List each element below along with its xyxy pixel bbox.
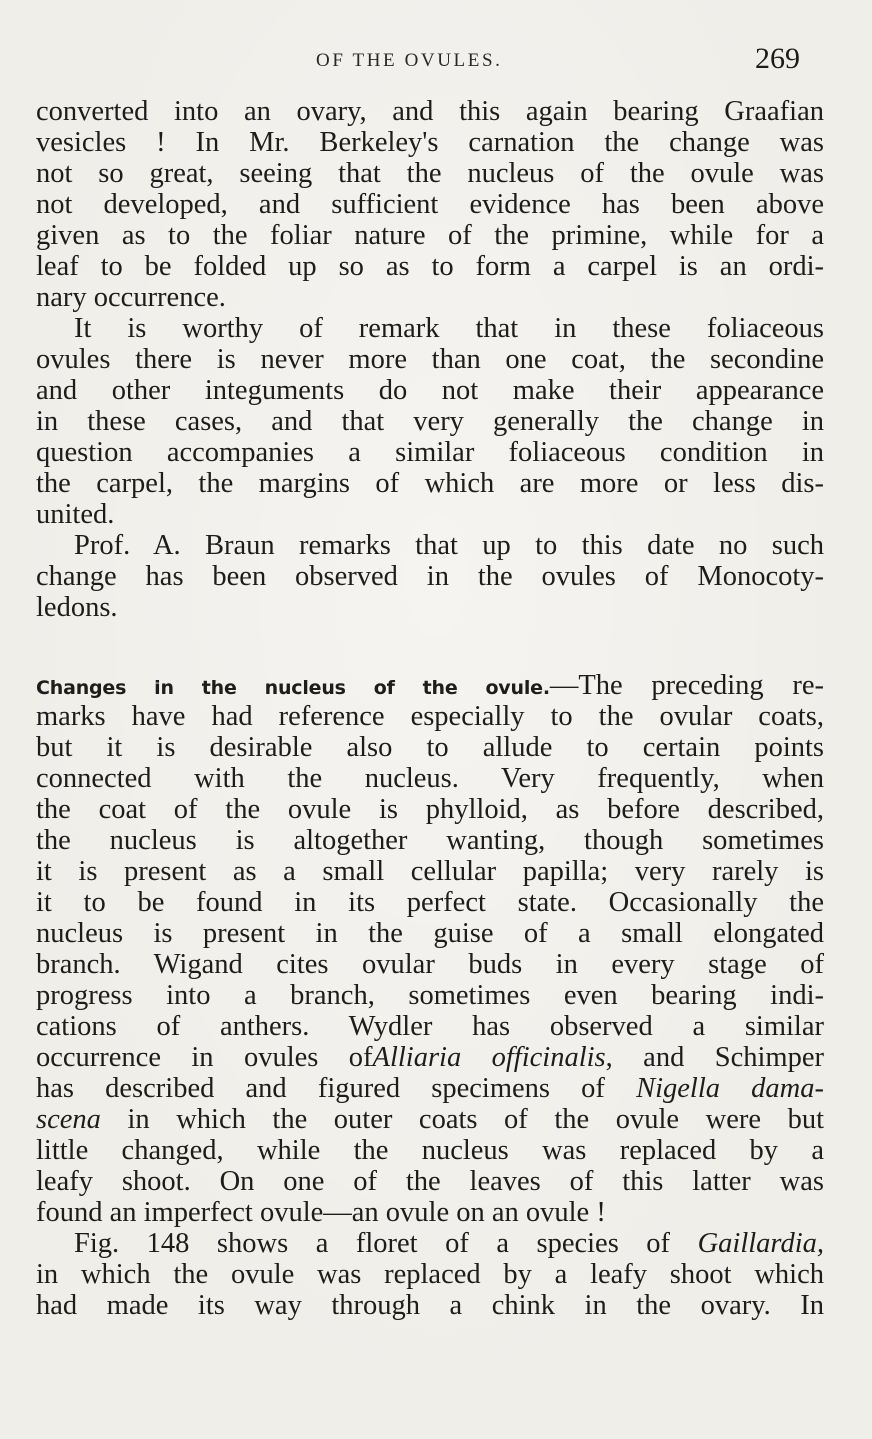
text-line: had made its way through a chink in the ovary. In	[36, 1290, 824, 1321]
text-line: nary occurrence.	[36, 282, 226, 313]
text-line	[36, 1104, 824, 1135]
text-fragment: in which the outer coats of the ovule were but	[100, 1104, 824, 1135]
text-fragment: occurrence in ovules of	[36, 1042, 373, 1073]
running-head	[0, 42, 872, 82]
text-line	[36, 670, 824, 701]
species-name: Nigella dama-	[636, 1073, 824, 1104]
section-heading: Changes in the nucleus of the ovule.	[36, 677, 550, 699]
running-title: OF THE OVULES.	[316, 50, 503, 71]
species-name: Alliaria officinalis	[372, 1042, 606, 1073]
text-line: ledons.	[36, 592, 118, 623]
text-line: nucleus is present in the guise of a small elongated	[36, 918, 824, 949]
text-fragment: , and Schimper	[605, 1042, 824, 1073]
text-fragment: Fig. 148 shows a floret of a species of	[74, 1228, 671, 1259]
body-text	[36, 96, 824, 1321]
text-line: marks have had reference especially to the ovular coats,	[36, 701, 824, 732]
text-line: branch. Wigand cites ovular buds in every stage of	[36, 949, 824, 980]
section-gap	[36, 623, 824, 670]
text-line: given as to the foliar nature of the primine, while for a	[36, 220, 824, 251]
text-line: little changed, while the nucleus was replaced by a	[36, 1135, 824, 1166]
text-line	[36, 1073, 824, 1104]
text-line: and other integuments do not make their appearance	[36, 375, 824, 406]
species-name: scena	[36, 1104, 101, 1135]
text-line: question accompanies a similar foliaceous condition in	[36, 437, 824, 468]
species-name: Gaillardia,	[697, 1228, 824, 1259]
text-line: the nucleus is altogether wanting, though sometimes	[36, 825, 824, 856]
text-line: found an imperfect ovule—an ovule on an ovule !	[36, 1197, 606, 1228]
text-line: connected with the nucleus. Very frequently, when	[36, 763, 824, 794]
text-line	[36, 1228, 824, 1259]
page-number: 269	[755, 42, 800, 75]
text-line: It is worthy of remark that in these foliaceous	[74, 313, 824, 344]
text-line: but it is desirable also to allude to certain points	[36, 732, 824, 763]
text-line: it is present as a small cellular papilla; very rarely is	[36, 856, 824, 887]
text-line: converted into an ovary, and this again bearing Graafian	[36, 96, 824, 127]
text-line: it to be found in its perfect state. Occasionally the	[36, 887, 824, 918]
text-line	[36, 1042, 824, 1073]
text-line: not developed, and sufficient evidence has been above	[36, 189, 824, 220]
text-line: vesicles ! In Mr. Berkeley's carnation the change was	[36, 127, 824, 158]
text-line: in which the ovule was replaced by a leafy shoot which	[36, 1259, 824, 1290]
text-line: Prof. A. Braun remarks that up to this date no such	[74, 530, 824, 561]
text-line: ovules there is never more than one coat, the secondine	[36, 344, 824, 375]
text-fragment: has described and figured specimens of	[36, 1073, 605, 1104]
text-line: in these cases, and that very generally the change in	[36, 406, 824, 437]
text-line: the carpel, the margins of which are more or less dis-	[36, 468, 824, 499]
text-fragment: —The preceding re-	[549, 670, 824, 701]
text-line: change has been observed in the ovules of Monocoty-	[36, 561, 824, 592]
text-line: not so great, seeing that the nucleus of the ovule was	[36, 158, 824, 189]
text-line: cations of anthers. Wydler has observed a similar	[36, 1011, 824, 1042]
text-line: the coat of the ovule is phylloid, as before described,	[36, 794, 824, 825]
text-line: leaf to be folded up so as to form a carpel is an ordi-	[36, 251, 824, 282]
text-line: leafy shoot. On one of the leaves of this latter was	[36, 1166, 824, 1197]
text-line: progress into a branch, sometimes even bearing indi-	[36, 980, 824, 1011]
text-line: united.	[36, 499, 115, 530]
